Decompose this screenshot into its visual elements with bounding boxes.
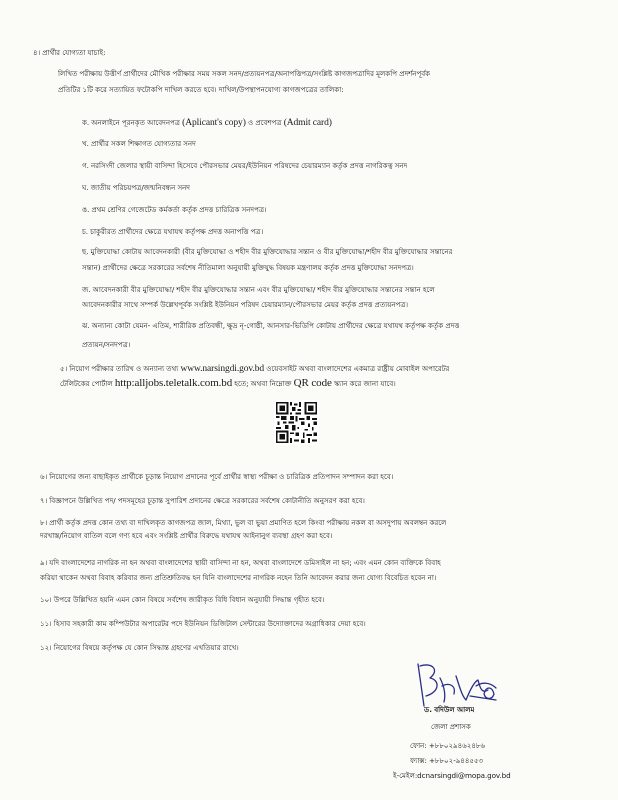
section-5-line-1 <box>60 363 449 375</box>
item-gha: ঘ. জাতীয় পরিচয়পত্র/জন্মনিবন্ধন সনদ <box>82 183 190 192</box>
section-4-intro-line-2: প্রতিটির ১টি করে সত্যায়িত ফটোকপি দাখিল করতে হবে। দাখিল/উপস্থাপনযোগ্য কাগজপত্রের তালিকা: <box>58 85 344 94</box>
item-jha-line-1: ঝ. অন্যান্য কোটা যেমন- এতিম, শারীরিক প্রতিবন্ধী, ক্ষুদ্র নৃ-গোষ্ঠী, আনসার-ভিডিপি কোটায় প্রার্থীদের ক্ষেত্রে যথাযথ কর্তৃপক্ষ কর্তৃক প্রদত্ত <box>82 321 460 330</box>
portal-link[interactable]: http:alljobs.teletalk.com.bd <box>114 377 233 389</box>
section-7: ৭। বিজ্ঞাপনে উল্লিখিত পদ/ পদসমূহের চূড়ান্ত সুপারিশ প্রদানের ক্ষেত্রে সরকারের সর্বশেষ কোটানীতি অনুসরণ করা হবে। <box>40 496 365 505</box>
qr-code-label: QR code <box>293 377 332 389</box>
item-ga: গ. নরসিংদী জেলার স্থায়ী বাসিন্দা হিসেবে পৌরসভার মেয়র/ইউনিয়ন পরিষদের চেয়ারম্যান কর্তৃক প্রদত্ত নাগরিকত্ব সনদ <box>82 161 408 170</box>
applicant-copy-label: (Aplicant's copy) <box>182 118 246 128</box>
section-5-text-c: টেলিটকের পোর্টাল <box>60 379 113 388</box>
qr-code-icon[interactable] <box>274 400 319 445</box>
section-8-line-1: ৮। প্রার্থী কর্তৃক প্রদত্ত কোন তথ্য বা দাখিলকৃত কাগজপত্র জাল, মিথ্যা, ভুল বা ভুয়া প্রমাণিত হলে কিংবা পরীক্ষায় নকল বা অসদুপায় অবলম্বন করলে <box>40 518 447 527</box>
section-10: ১০। উপরে উল্লিখিত হয়নি এমন কোন বিষয়ে সর্বশেষ জারীকৃত বিধি বিধান অনুযায়ী সিদ্ধান্ত গৃহীত হবে। <box>40 595 325 604</box>
section-8-line-2: দরখাস্ত/নিয়োগ বাতিল বলে গণ্য হবে এবং সংশ্লিষ্ট প্রার্থীর বিরুদ্ধে যথাযথ আইনানুগ ব্যবস্থা গ্রহণ করা হবে। <box>40 531 333 540</box>
website-link[interactable]: www.narsingdi.gov.bd <box>180 364 265 374</box>
phone-number: ফোন: +৮৮০২৯৪৬২৪৮৬ <box>410 741 486 750</box>
item-ka <box>82 117 332 129</box>
section-9-line-1: ৯। যদি বাংলাদেশের নাগরিক না হন অথবা বাংলাদেশের স্থায়ী বাসিন্দা না হন, অথবা বাংলাদেশে ডমিসাইল না হন; এবং এমন কোন ব্যক্তিকে বিবাহ <box>40 558 441 567</box>
section-5-text-b: ওয়েবসাইট অথবা বাংলাদেশের একমাত্র রাষ্ট্রীয় মোবাইল অপারেটর <box>266 364 450 373</box>
item-ca: চ. চাকুরীরত প্রার্থীদের ক্ষেত্রে যথাযথ কর্তৃপক্ষ প্রদত্ত অনাপত্তি পত্র। <box>82 227 264 236</box>
section-12: ১২। নিয়োগের বিষয়ে কর্তৃপক্ষ যে কোন সিদ্ধান্ত গ্রহণের এখতিয়ার রাখে। <box>40 643 239 652</box>
section-6: ৬। নিয়োগের জন্য বাছাইকৃত প্রার্থীকে চূড়ান্ত নিয়োগ প্রদানের পূর্বে প্রার্থীর স্বাস্থ্য পরীক্ষা ও চারিত্রিক প্রতিপাদন সম্পাদন করা হবে। <box>40 472 394 481</box>
item-kha: খ. প্রার্থীর সকল শিক্ষাগত যোগ্যতার সনদ <box>82 139 196 148</box>
section-4-intro-line-1: লিখিত পরীক্ষায় উত্তীর্ণ প্রার্থীদের মৌখিক পরীক্ষার সময় সকল সনদ/প্রত্যয়নপত্র/অনাপত্তিপত্র/সংশ্লিষ্ট কাগজপত্রাদির মূলকপি প্রদর্শনপূর্বক <box>58 69 431 78</box>
section-5-line-2 <box>60 377 396 390</box>
item-umo: ঙ. প্রথম শ্রেণির গেজেটেড কর্মকর্তা কর্তৃক প্রদত্ত চারিত্রিক সনদপত্র। <box>82 205 267 214</box>
item-ka-mid: ও প্রবেশপত্র <box>247 118 282 127</box>
section-5-text-e: স্ক্যান করে জানা যাবে। <box>333 379 396 388</box>
section-5-text-d: হতে; অথবা নিম্নোক্ত <box>234 379 292 388</box>
section-11: ১১। হিসাব সহকারী কাম কম্পিউটার অপারেটর পদে ইউনিয়ন ডিজিটাল সেন্টারের উদ্যোক্তাদের অগ্রাধিকার দেয়া হবে। <box>40 619 366 628</box>
admit-card-label: (Admit card) <box>283 118 332 128</box>
item-ja-line-2: আবেদনকারীর সাথে সম্পর্ক উল্লেখপূর্বক সংশ্লিষ্ট ইউনিয়ন পরিষদ চেয়ারম্যান/পৌরসভার মেয়র কর্তৃক প্রদত্ত প্রত্যয়নপত্র। <box>82 300 408 309</box>
officer-designation: জেলা প্রশাসক <box>431 722 471 731</box>
item-ja-line-1: জ. আবেদনকারী বীর মুক্তিযোদ্ধা/ শহীদ বীর মুক্তিযোদ্ধার সন্তান এবং বীর মুক্তিযোদ্ধা/ শহীদ বীর মুক্তিযোদ্ধার সন্তানের সন্তান হলে <box>82 285 435 294</box>
section-5-text-a: ৫। নিয়োগ পরীক্ষার তারিখ ও অন্যান্য তথ্য <box>60 364 179 373</box>
item-cha-line-2: সন্তান) প্রার্থীদের ক্ষেত্রে সরকারের সর্বশেষ নীতিমালা অনুযায়ী মুক্তিযুদ্ধ বিষয়ক মন্ত্রণালয় কর্তৃক প্রদত্ত মুক্তিযোদ্ধা সনদপত্র। <box>82 263 414 272</box>
section-4-heading: ৪। প্রার্থীর যোগ্যতা যাচাই: <box>33 48 106 57</box>
item-jha-line-2: প্রত্যয়ন/সনদপত্র। <box>82 340 131 349</box>
officer-name: ড. বদিউল আলম <box>424 705 475 714</box>
item-ka-text: ক. অনলাইনে পূরনকৃত আবেদনপত্র <box>82 118 180 127</box>
item-cha-line-1: ছ. মুক্তিযোদ্ধা কোটায় আবেদনকারী (বীর মুক্তিযোদ্ধা ও শহীদ বীর মুক্তিযোদ্ধার সন্তান ও বীর মুক্তিযোদ্ধা/শহীদ বীর মুক্তিযোদ্ধার সন্তানের <box>82 247 453 256</box>
fax-number: ফ্যাক্স: +৮৮০২-৯৪৪৫৫৩ <box>410 756 484 765</box>
email-address[interactable]: ই-মেইল:dcnarsingdi@mopa.gov.bd <box>393 771 511 780</box>
section-9-line-2: করিয়া থাকেন অথবা বিবাহ করিবার জন্য প্রতিশ্রুতিবদ্ধ হন যিনি বাংলাদেশের নাগরিক নহেন তিনি আবেদন করার জন্য যোগ্য বিবেচিত হবেন না। <box>40 573 437 582</box>
